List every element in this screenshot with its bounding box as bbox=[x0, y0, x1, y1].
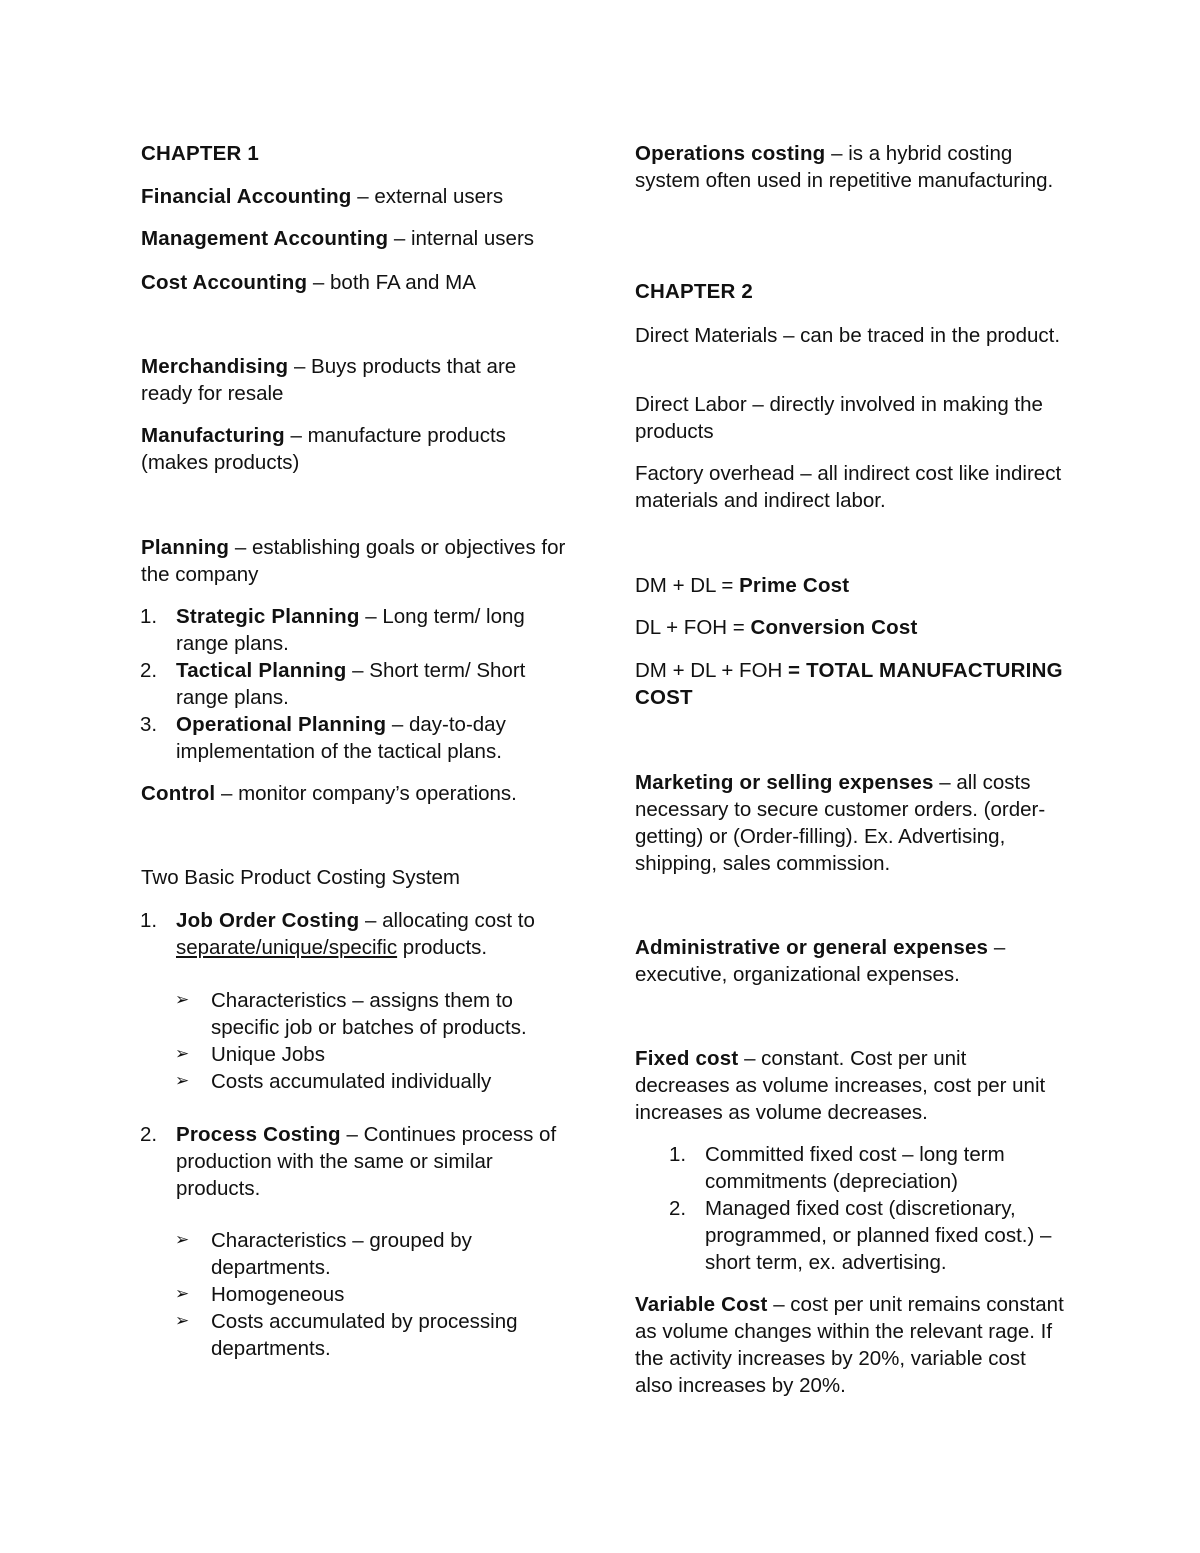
arrow-bullet-icon: ➢ bbox=[175, 1311, 190, 1331]
fixed-cost-list-item bbox=[669, 1195, 1065, 1276]
marketing-expenses-def: – all costs necessary to secure customer orders. (order-getting) or (Order-filling). Ex. Advertising, shipping, sales commission. bbox=[635, 771, 1046, 875]
financial-accounting-def: – external users bbox=[351, 185, 504, 208]
job-order-underlined: separate/unique/specific bbox=[176, 936, 398, 959]
bullet-text: Homogeneous bbox=[211, 1283, 345, 1306]
prime-cost-term: Prime Cost bbox=[739, 574, 850, 597]
bullet-text: Characteristics – grouped by departments. bbox=[211, 1229, 472, 1279]
arrow-bullet-icon: ➢ bbox=[175, 1071, 190, 1091]
arrow-bullet-icon: ➢ bbox=[175, 1284, 190, 1304]
strategic-planning-def: – Long term/ long range plans. bbox=[176, 605, 525, 655]
fixed-cost-entry bbox=[635, 1045, 1065, 1126]
fixed-cost-list-item bbox=[669, 1141, 1065, 1195]
planning-list-item bbox=[140, 711, 571, 765]
planning-list-item bbox=[140, 657, 571, 711]
management-accounting-entry bbox=[141, 225, 571, 252]
list-item bbox=[175, 1227, 571, 1281]
list-number: 2. bbox=[140, 659, 158, 682]
chapter-2-heading: CHAPTER 2 bbox=[635, 280, 753, 303]
operational-planning-def: – day-to-day implementation of the tactical plans. bbox=[176, 713, 506, 763]
operations-costing-term: Operations costing bbox=[635, 142, 826, 165]
merchandising-def: – Buys products that are ready for resale bbox=[141, 355, 517, 405]
list-number: 2. bbox=[669, 1197, 687, 1220]
planning-def: – establishing goals or objectives for the company bbox=[141, 536, 566, 586]
control-entry bbox=[141, 780, 571, 807]
list-number: 2. bbox=[140, 1123, 158, 1146]
fixed-cost-def: – constant. Cost per unit decreases as volume increases, cost per unit increases as volume decreases. bbox=[635, 1047, 1046, 1124]
arrow-bullet-icon: ➢ bbox=[175, 990, 190, 1010]
manufacturing-entry bbox=[141, 422, 571, 476]
merchandising-entry bbox=[141, 353, 571, 407]
financial-accounting-entry bbox=[141, 183, 571, 210]
management-accounting-term: Management Accounting bbox=[141, 227, 389, 250]
list-number: 1. bbox=[140, 909, 158, 932]
operations-costing-entry bbox=[635, 140, 1065, 194]
bullet-text: Costs accumulated by processing departments. bbox=[211, 1310, 518, 1360]
direct-materials-entry: Direct Materials – can be traced in the product. bbox=[635, 324, 1061, 347]
total-cost-equation: DM + DL + FOH bbox=[635, 659, 789, 682]
marketing-expenses-entry bbox=[635, 769, 1065, 877]
manufacturing-def: – manufacture products (makes products) bbox=[141, 424, 506, 474]
cost-accounting-term: Cost Accounting bbox=[141, 271, 308, 294]
chapter-1-heading: CHAPTER 1 bbox=[141, 142, 259, 165]
administrative-expenses-entry bbox=[635, 934, 1065, 988]
job-order-term: Job Order Costing bbox=[176, 909, 360, 932]
manufacturing-term: Manufacturing bbox=[141, 424, 285, 447]
control-term: Control bbox=[141, 782, 216, 805]
conversion-cost-formula bbox=[635, 614, 1065, 641]
factory-overhead-entry: Factory overhead – all indirect cost like indirect materials and indirect labor. bbox=[635, 462, 1062, 512]
tactical-planning-def: – Short term/ Short range plans. bbox=[176, 659, 526, 709]
conversion-cost-equation: DL + FOH = bbox=[635, 616, 751, 639]
list-number: 3. bbox=[140, 713, 158, 736]
control-def: – monitor company’s operations. bbox=[215, 782, 517, 805]
total-cost-formula bbox=[635, 657, 1065, 711]
prime-cost-formula bbox=[635, 572, 1065, 599]
administrative-expenses-def: – executive, organizational expenses. bbox=[635, 936, 1006, 986]
list-item bbox=[175, 1281, 571, 1308]
prime-cost-equation: DM + DL = bbox=[635, 574, 740, 597]
managed-fixed-cost-text: Managed fixed cost (discretionary, programmed, or planned fixed cost.) – short term, ex. advertising. bbox=[705, 1197, 1052, 1274]
merchandising-term: Merchandising bbox=[141, 355, 289, 378]
arrow-bullet-icon: ➢ bbox=[175, 1230, 190, 1250]
planning-term: Planning bbox=[141, 536, 230, 559]
variable-cost-def: – cost per unit remains constant as volume changes within the relevant rage. If the activity increases by 20%, variable cost also increases by 20%. bbox=[635, 1293, 1064, 1397]
bullet-text: Costs accumulated individually bbox=[211, 1070, 492, 1093]
list-item bbox=[175, 1068, 571, 1095]
direct-labor-entry: Direct Labor – directly involved in making the products bbox=[635, 393, 1043, 443]
bullet-text: Unique Jobs bbox=[211, 1043, 325, 1066]
planning-entry bbox=[141, 534, 571, 588]
tactical-planning-term: Tactical Planning bbox=[176, 659, 347, 682]
job-order-def-a: – allocating cost to bbox=[359, 909, 535, 932]
operational-planning-term: Operational Planning bbox=[176, 713, 387, 736]
list-item bbox=[175, 987, 571, 1041]
operations-costing-def: – is a hybrid costing system often used in repetitive manufacturing. bbox=[635, 142, 1054, 192]
cost-accounting-entry bbox=[141, 269, 571, 296]
administrative-expenses-term: Administrative or general expenses bbox=[635, 936, 989, 959]
financial-accounting-term: Financial Accounting bbox=[141, 185, 352, 208]
list-item bbox=[175, 1308, 571, 1362]
arrow-bullet-icon: ➢ bbox=[175, 1044, 190, 1064]
process-costing-term: Process Costing bbox=[176, 1123, 341, 1146]
variable-cost-term: Variable Cost bbox=[635, 1293, 768, 1316]
marketing-expenses-term: Marketing or selling expenses bbox=[635, 771, 934, 794]
two-basic-heading: Two Basic Product Costing System bbox=[141, 866, 461, 889]
strategic-planning-term: Strategic Planning bbox=[176, 605, 360, 628]
job-order-item bbox=[140, 907, 571, 961]
conversion-cost-term: Conversion Cost bbox=[750, 616, 918, 639]
management-accounting-def: – internal users bbox=[388, 227, 535, 250]
variable-cost-entry bbox=[635, 1291, 1065, 1399]
bullet-text: Characteristics – assigns them to specific job or batches of products. bbox=[211, 989, 527, 1039]
job-order-def-b: products. bbox=[397, 936, 488, 959]
process-costing-item bbox=[140, 1121, 571, 1202]
process-costing-def: – Continues process of production with the same or similar products. bbox=[176, 1123, 557, 1200]
planning-list-item bbox=[140, 603, 571, 657]
cost-accounting-def: – both FA and MA bbox=[307, 271, 476, 294]
committed-fixed-cost-text: Committed fixed cost – long term commitments (depreciation) bbox=[705, 1143, 1005, 1193]
list-item bbox=[175, 1041, 571, 1068]
fixed-cost-term: Fixed cost bbox=[635, 1047, 739, 1070]
list-number: 1. bbox=[140, 605, 158, 628]
list-number: 1. bbox=[669, 1143, 687, 1166]
total-cost-term: = TOTAL MANUFACTURING COST bbox=[635, 659, 1063, 709]
